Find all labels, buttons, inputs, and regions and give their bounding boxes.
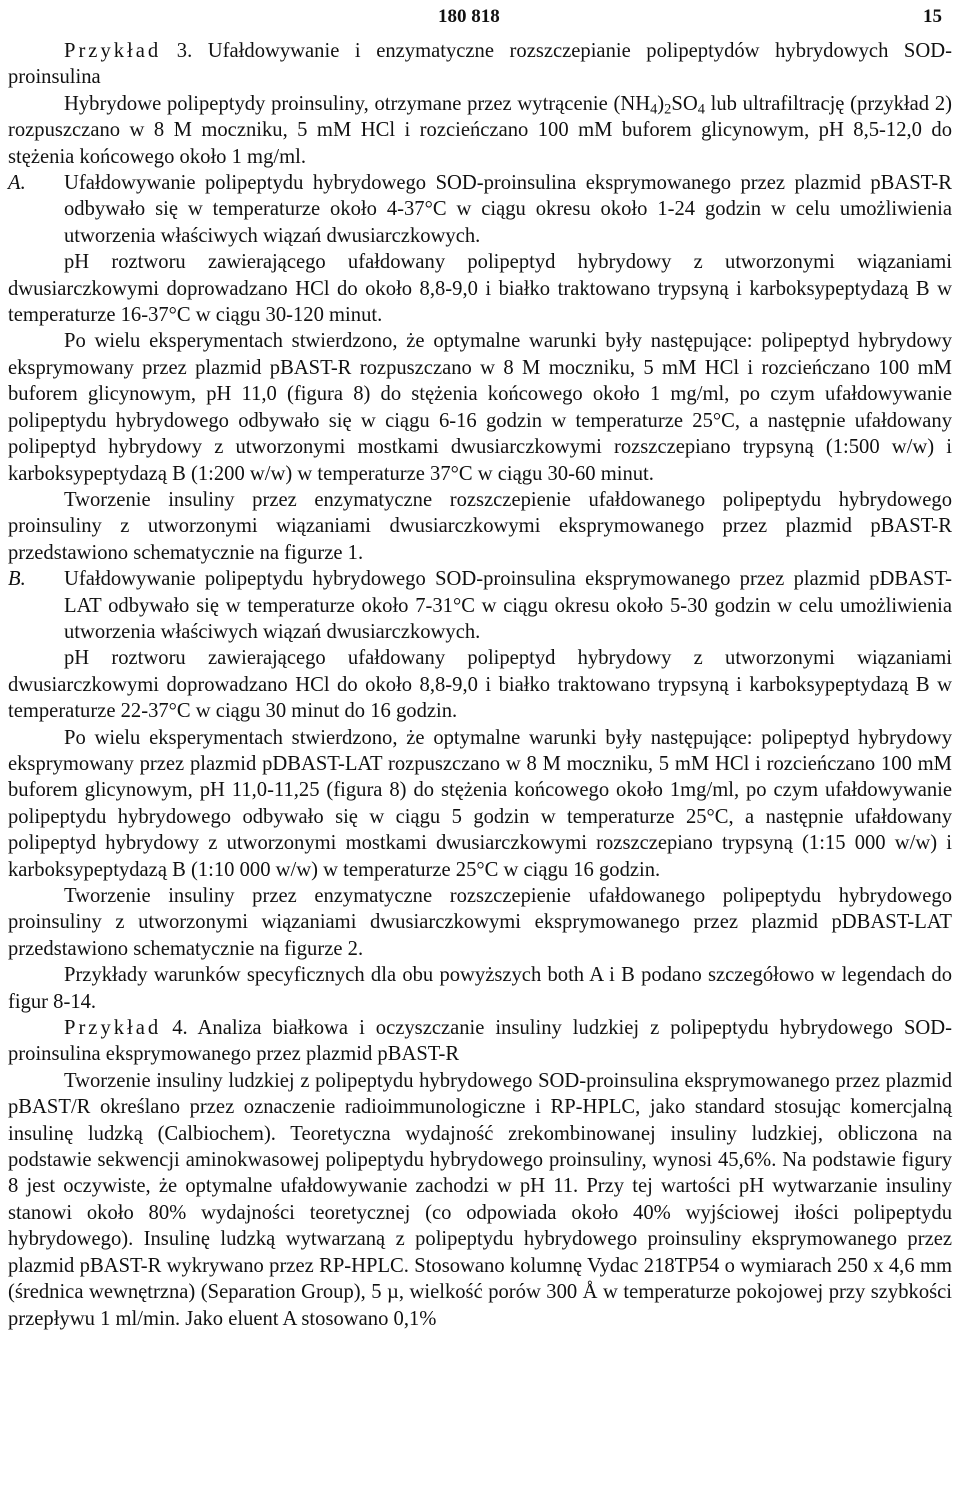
section-a-paragraph-4: Tworzenie insuliny przez enzymatyczne rozszczepienie ufałdowanego polipeptydu hybrydowego proinsuliny z utworzonymi wiązaniami dwusiarczkowymi eksprymowanego przez plazmid pBAST-R przedstawiono schematycznie na figurze 1. bbox=[8, 488, 952, 564]
example-4-paragraph-1: Tworzenie insuliny ludzkiej z polipeptydu hybrydowego SOD-proinsulina eksprymowanego przez plazmid pBAST/R określano przez oznaczenie radioimmunologiczne i RP-HPLC, jako standard stosując komercjalną insulinę ludzką (Calbiochem). Teoretyczna wydajność zrekombinowanej insuliny ludzkiej, obliczona na podstawie sekwencji aminokwasowej polipeptydu hybrydowego proinsuliny, wynosi 45,6%. Na podstawie figury 8 jest oczywiste, że optymalne ufałdowywanie zachodzi w pH 11. Przy tej wartości pH wytwarzanie insuliny stanowi około 80% wydajności teoretycznej (co odpowiada około 40% wyjściowej iłości polipeptydu hybrydowego). Insulinę ludzką wytwarzaną z polipeptydu hybrydowego proinsuliny eksprymowanego przez plazmid pBAST-R wykrywano przez RP-HPLC. Stosowano kolumnę Vydac 218TP54 o wymiarach 250 x 4,6 mm (średnica wewnętrzna) (Separation Group), 5 µ, wielkość porów 300 Å w temperaturze pokojowej przy szybkości przepływu 1 ml/min. Jako eluent A stosowano 0,1% bbox=[8, 1069, 952, 1330]
section-a-paragraph-1 bbox=[8, 170, 952, 249]
section-b-paragraph-5: Przykłady warunków specyficznych dla obu powyższych both A i B podano szczegółowo w legendach do figur 8-14. bbox=[8, 964, 952, 1013]
section-b-paragraph-3: Po wielu eksperymentach stwierdzono, że optymalne warunki były następujące: polipeptyd hybrydowy eksprymowany przez plazmid pDBAST-LAT rozpuszczano w 8 M moczniku, 5 mM HCl i rozcieńczano 100 mM buforem glicynowym, pH 11,0-11,25 (figura 8) do stężenia końcowego około 1mg/ml, po czym ufałdowywanie polipeptydu hybrydowego odbywało się w ciągu 5 godzin w temperaturze 25°C, a następnie ufałdowany polipeptyd hybrydowy z utworzonymi mostkami dwusiarczkowymi rozszczepiano trypsyną (1:15 000 w/w) i karboksypeptydazą B (1:10 000 w/w) w temperaturze 25°C w ciągu 16 godzin. bbox=[8, 726, 952, 881]
section-b-label: B. bbox=[8, 568, 26, 591]
intro-text-end: lub ultrafiltrację (przykład 2) rozpuszczano w 8 M moczniku, 5 mM HCl i rozcieńczano 100 mM buforem glicynowym, pH 8,5-12,0 do stężenia końcowego około 1 mg/ml. bbox=[8, 92, 952, 168]
section-b-paragraph-4: Tworzenie insuliny przez enzymatyczne rozszczepienie ufałdowanego polipeptydu hybrydowego proinsuliny z utworzonymi wiązaniami dwusiarczkowymi eksprymowanego przez plazmid pDBAST-LAT przedstawiono schematycznie na figurze 2. bbox=[8, 885, 952, 960]
page-header bbox=[8, 4, 952, 38]
section-b-paragraph-1 bbox=[8, 566, 952, 645]
section-b-text-1: Ufałdowywanie polipeptydu hybrydowego SOD-proinsulina eksprymowanego przez plazmid pDBAST-LAT odbywało się w temperaturze około 7-31°C w ciągu okresu około 5-30 godzin w celu umożliwienia utworzenia właściwych wiązań dwusiarczkowych. bbox=[64, 568, 952, 643]
intro-text-start: Hybrydowe polipeptydy proinsuliny, otrzymane przez wytrącenie (NH bbox=[64, 92, 651, 115]
example-3-title: 3. Ufałdowywanie i enzymatyczne rozszczepianie polipeptydów hybrydowych SOD-proinsulina bbox=[8, 40, 952, 89]
section-a-paragraph-3: Po wielu eksperymentach stwierdzono, że optymalne warunki były następujące: polipeptyd hybrydowy eksprymowany przez plazmid pBAST-R rozpuszczano w 8 M moczniku, 5 mM HCl i rozcieńczano 100 mM buforem glicynowym, pH 11,0 (figura 8) do stężenia końcowego około 1 mg/ml, po czym ufałdowywanie polipeptydu hybrydowego odbywało się w ciągu 6-16 godzin w temperaturze 25°C, a następnie ufałdowany polipeptyd hybrydowy z utworzonymi mostkami dwusiarczkowymi rozszczepiano trypsyną (1:500 w/w) i karboksypeptydazą B (1:200 w/w) w temperaturze 37°C w ciągu 30-60 minut. bbox=[8, 330, 952, 485]
patent-number: 180 818 bbox=[438, 6, 500, 27]
example-3-intro bbox=[8, 91, 952, 170]
example-3-heading bbox=[8, 38, 952, 91]
example-4-heading bbox=[8, 1015, 952, 1068]
example-4-label: Przykład bbox=[64, 1017, 162, 1040]
section-a-text-1: Ufałdowywanie polipeptydu hybrydowego SOD-proinsulina eksprymowanego przez plazmid pBAST-R odbywało się w temperaturze około 4-37°C w ciągu okresu około 1-24 godzin w celu umożliwienia utworzenia właściwych wiązań dwusiarczkowych. bbox=[64, 172, 952, 247]
example-4-title: 4. Analiza białkowa i oczyszczanie insuliny ludzkiej z polipeptydu hybrydowego SOD-proinsulina eksprymowanego przez plazmid pBAST-R bbox=[8, 1017, 952, 1066]
example-3-label: Przykład bbox=[64, 40, 162, 62]
intro-paren: ) bbox=[657, 92, 665, 115]
section-a-paragraph-2: pH roztworu zawierającego ufałdowany polipeptyd hybrydowy z utworzonymi wiązaniami dwusiarczkowymi doprowadzano HCl do około 8,8-9,0 i białko traktowano trypsyną i karboksypeptydazą B w temperaturze 16-37°C w ciągu 30-120 minut. bbox=[8, 251, 952, 327]
section-a-label: A. bbox=[8, 172, 26, 195]
subscript-4b: 4 bbox=[697, 101, 705, 118]
intro-so: SO bbox=[671, 92, 698, 115]
subscript-4: 4 bbox=[650, 101, 658, 118]
subscript-2: 2 bbox=[664, 101, 672, 118]
page-number: 15 bbox=[923, 6, 942, 27]
section-b-paragraph-2: pH roztworu zawierającego ufałdowany polipeptyd hybrydowy z utworzonymi wiązaniami dwusiarczkowymi doprowadzano HCl do około 8,8-9,0 i białko traktowano trypsyną i karboksypeptydazą B w temperaturze 22-37°C w ciągu 30 minut do 16 godzin. bbox=[8, 647, 952, 723]
